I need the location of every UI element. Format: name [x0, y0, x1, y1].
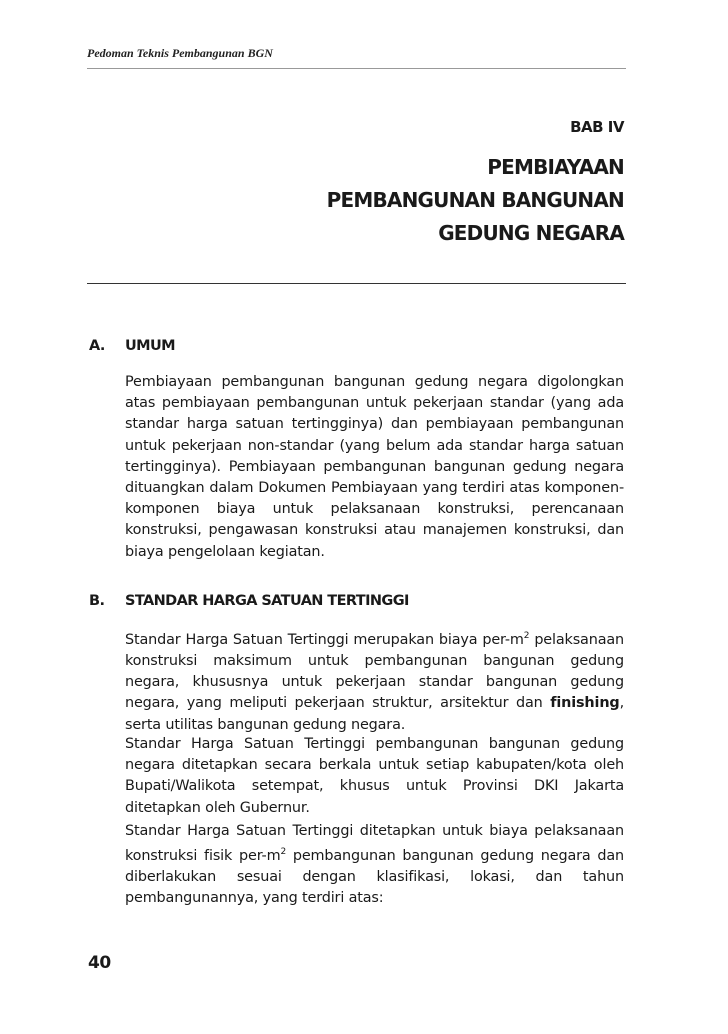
section-number: A. — [89, 338, 105, 354]
chapter-title — [327, 151, 624, 250]
paragraph-shst-application — [125, 821, 624, 910]
chapter-label: BAB IV — [570, 118, 624, 136]
chapter-title-line: PEMBANGUNAN BANGUNAN — [326, 188, 624, 212]
section-number: B. — [89, 593, 105, 609]
superscript: 2 — [280, 847, 287, 858]
paragraph-text: Standar Harga Satuan Tertinggi merupakan biaya per-m — [125, 631, 524, 648]
section-heading-a — [89, 338, 175, 354]
chapter-heading — [327, 118, 624, 250]
paragraph-umum: Pembiayaan pembangunan bangunan gedung negara digolongkan atas pembiayaan pembangunan untuk pekerjaan standar (yang ada standar harga satuan tertingginya) dan pembiayaan pembangunan untuk pekerjaan non-standar (yang belum ada standar harga satuan tertingginya). Pembiayaan pembangunan bangunan gedung negara dituangkan dalam Dokumen Pembiayaan yang terdiri atas komponen-komponen biaya untuk pelaksanaan konstruksi, perencanaan konstruksi, pengawasan konstruksi atau manajemen konstruksi, dan biaya pengelolaan kegiatan. — [125, 374, 624, 560]
paragraph-text: , serta utilitas bangunan gedung negara. — [125, 695, 624, 733]
page-number: 40 — [88, 953, 111, 973]
superscript: 2 — [523, 631, 530, 641]
paragraph-text: pembangunan bangunan gedung negara dan diberlakukan sesuai dengan klasifikasi, lokasi, dan tahun pembangunannya, yang terdiri atas: — [125, 848, 624, 907]
section-title: STANDAR HARGA SATUAN TERTINGGI — [125, 593, 409, 609]
header-rule — [87, 68, 626, 69]
section-title: UMUM — [125, 338, 176, 354]
chapter-rule — [87, 283, 626, 284]
section-heading-b — [89, 593, 409, 609]
paragraph-shst-definition — [125, 626, 624, 736]
paragraph-text: Standar Harga Satuan Tertinggi ditetapkan untuk biaya pelaksanaan konstruksi fisik per-m — [125, 823, 624, 864]
chapter-title-line: GEDUNG NEGARA — [438, 221, 624, 245]
bold-term: finishing — [550, 695, 620, 712]
paragraph-shst-determination: Standar Harga Satuan Tertinggi pembangunan bangunan gedung negara ditetapkan secara berkala untuk setiap kabupaten/kota oleh Bupati/Walikota setempat, khusus untuk Provinsi DKI Jakarta ditetapkan oleh Gubernur. — [125, 736, 624, 816]
running-header: Pedoman Teknis Pembangunan BGN — [87, 46, 273, 60]
paragraph-text: pelaksanaan konstruksi maksimum untuk pembangunan bangunan gedung negara, khususnya untuk pekerjaan standar bangunan gedung negara, yang meliputi pekerjaan struktur, arsitektur dan — [125, 631, 625, 712]
chapter-title-line: PEMBIAYAAN — [487, 155, 624, 179]
